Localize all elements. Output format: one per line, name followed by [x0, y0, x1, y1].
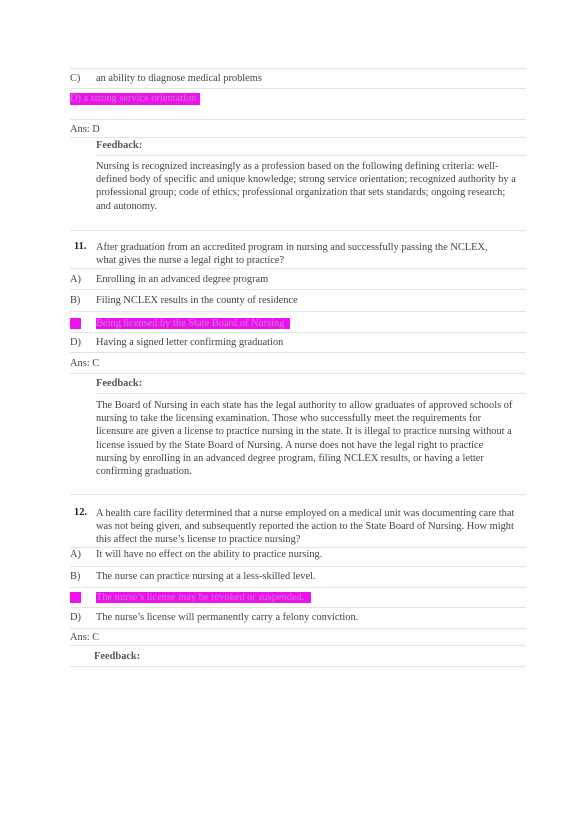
q10-option-d-highlight: D) a strong service orientation [70, 93, 200, 105]
divider [96, 393, 526, 394]
q12-option-d-text: The nurse’s license will permanently carry a felony conviction. [96, 612, 359, 623]
divider [70, 119, 526, 120]
q11-option-b-letter: B) [70, 295, 81, 306]
q12-answer: Ans: C [70, 632, 100, 643]
divider [70, 311, 526, 312]
q12-option-a-letter: A) [70, 549, 81, 560]
q12-number: 12. [74, 507, 87, 518]
q12-option-b-letter: B) [70, 571, 81, 582]
q10-feedback-label: Feedback: [96, 140, 143, 151]
divider [70, 566, 526, 567]
divider [70, 230, 526, 231]
q11-number: 11. [74, 241, 87, 252]
q12-option-d-letter: D) [70, 612, 81, 623]
q11-question: After graduation from an accredited program in nursing and successfully passing the NCLEX, what gives the nurse a legal right to practice? [96, 242, 488, 267]
divider [70, 587, 526, 588]
divider [70, 547, 526, 548]
divider [70, 607, 526, 608]
q11-option-a-text: Enrolling in an advanced degree program [96, 274, 269, 285]
q11-answer: Ans: C [70, 358, 100, 369]
q11-option-d-letter: D) [70, 337, 81, 348]
q10-feedback-text: Nursing is recognized increasingly as a profession based on the following defining criteria: well-defined body of specific and unique knowledge; strong service orientation; recognized authority by a professional group; code of ethics; professional organization that sets standards; ongoing research; and autonomy. [96, 161, 516, 212]
q10-answer: Ans: D [70, 124, 100, 135]
q12-option-b-text: The nurse can practice nursing at a less-skilled level. [96, 571, 316, 582]
divider [70, 88, 526, 89]
divider [70, 137, 526, 138]
q11-feedback-label: Feedback: [96, 378, 143, 389]
q11-option-b-text: Filing NCLEX results in the county of residence [96, 295, 298, 306]
divider [70, 352, 526, 353]
q12-option-a-text: It will have no effect on the ability to practice nursing. [96, 549, 323, 560]
q12-option-c-marker [70, 592, 81, 603]
q12-feedback-label: Feedback: [94, 651, 141, 662]
q11-option-c-marker [70, 318, 81, 329]
divider [70, 268, 526, 269]
q11-option-c-highlight: Being licensed by the State Board of Nursing [96, 318, 290, 329]
divider [70, 628, 526, 629]
divider [70, 645, 526, 646]
divider [70, 332, 526, 333]
divider [70, 666, 526, 667]
q11-feedback-text: The Board of Nursing in each state has the legal authority to allow graduates of approved schools of nursing to take the licensing examination. Those who successfully meet the requirements for licensure are given a license to practice nursing in the state. It is illegal to practice nursing without a license issued by the State Board of Nursing. A nurse does not have the legal right to practice nursing by enrolling in an advanced degree program, filing NCLEX results, or having a letter confirming graduation. [96, 400, 513, 478]
divider [70, 289, 526, 290]
divider [70, 373, 526, 374]
q12-question: A health care facility determined that a nurse employed on a medical unit was documenting care that was not being given, and subsequently reported the action to the State Board of Nursing. How might this affect the nurse’s license to practice nursing? [96, 508, 515, 546]
divider [70, 494, 526, 495]
q10-option-c-text: an ability to diagnose medical problems [96, 73, 262, 84]
q11-option-a-letter: A) [70, 274, 81, 285]
divider [70, 68, 526, 69]
q10-option-c-letter: C) [70, 73, 81, 84]
q12-option-c-highlight: The nurse’s license may be revoked or suspended. [96, 592, 311, 603]
divider [96, 155, 526, 156]
q11-option-d-text: Having a signed letter confirming graduation [96, 337, 284, 348]
